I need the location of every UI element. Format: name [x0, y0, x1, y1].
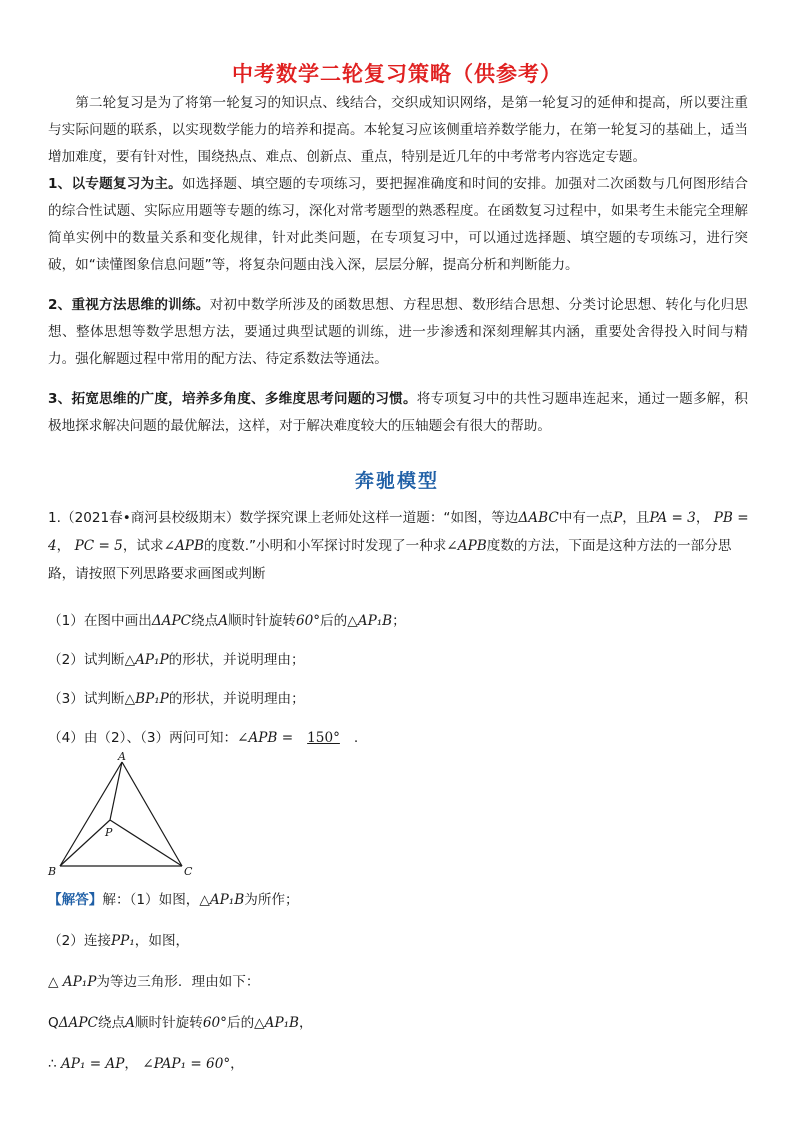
- label-b: B: [48, 865, 57, 878]
- answer-line-3: △ AP₁P为等边三角形．理由如下：: [48, 974, 260, 990]
- point-1: [48, 171, 748, 279]
- point-1-body: 如选择题、填空题的专项练习，要把握准确度和时间的安排。加强对二次函数与几何图形结合的综合性试题、实际应用题等专题的练习，深化对常考题型的熟悉程度。在函数复习过程中，如果考生未能完全理解简单实例中的数量关系和变化规律，针对此类问题，在专项复习中，可以通过选择题、填空题的专项练习，进行突破，如“读懂图象信息问题”等，将复杂问题由浅入深，层层分解，提高分析和判断能力。: [48, 176, 748, 273]
- triangle-figure: [44, 748, 204, 880]
- sub-question-3: （3）试判断△BP₁P的形状，并说明理由；: [48, 691, 305, 707]
- answer-blank: 150°: [307, 730, 340, 746]
- sub-question-4: （4）由（2）、（3）两问可知：∠APB = 150° .: [48, 730, 359, 746]
- sub-question-2: （2）试判断△AP₁P的形状，并说明理由；: [48, 652, 305, 668]
- point-3-body: 将专项复习中的共性习题串连起来，通过一题多解，积极地探求解决问题的最优解法，这样，对于解决难度较大的压轴题会有很大的帮助。: [48, 391, 748, 434]
- answer-line-4: QΔAPC绕点A顺时针旋转60°后的△AP₁B，: [48, 1015, 313, 1031]
- label-a: A: [118, 750, 126, 763]
- answer-line-5: ∴ AP₁ = AP， ∠PAP₁ = 60°，: [48, 1056, 244, 1072]
- answer-line-2: （2）连接PP₁，如图，: [48, 933, 190, 949]
- question-1: 1.（2021春•商河县校级期末）数学探究课上老师处这样一道题：“如图，等边ΔABC中有一点P，且PA = 3， PB = 4， PC = 5，试求∠APB的度数.”小明和小军探讨时发现了一种求∠APB度数的方法，下面是这种方法的一部分思路，请按照下列思路要求画图或判断: [48, 510, 749, 582]
- point-2-body: 对初中数学所涉及的函数思想、方程思想、数形结合思想、分类讨论思想、转化与化归思想、整体思想等数学思想方法，要通过典型试题的训练，进一步渗透和深刻理解其内涵，重要处舍得投入时间与精力。强化解题过程中常用的配方法、待定系数法等通法。: [48, 297, 748, 367]
- intro-paragraph: 第二轮复习是为了将第一轮复习的知识点、线结合，交织成知识网络，是第一轮复习的延伸和提高，所以要注重与实际问题的联系，以实现数学能力的培养和提高。本轮复习应该侧重培养数学能力，在第一轮复习的基础上，适当增加难度，要有针对性，围绕热点、难点、创新点、重点，特别是近几年的中考常考内容选定专题。: [48, 95, 748, 165]
- segment-pa: [110, 762, 122, 820]
- label-c: C: [184, 865, 193, 878]
- answer-line-1: 【解答】解：（1）如图，△AP₁B为所作；: [48, 892, 299, 908]
- page-title: 中考数学二轮复习策略（供参考）: [232, 62, 562, 86]
- answer-tag: 【解答】: [48, 892, 103, 908]
- point-2-head: 2、重视方法思维的训练。: [48, 297, 210, 313]
- section-title: 奔驰模型: [354, 470, 439, 492]
- sub-question-1: （1）在图中画出ΔAPC绕点A顺时针旋转60°后的△AP₁B；: [48, 613, 406, 629]
- point-2: [48, 292, 748, 373]
- edge-ac: [122, 762, 182, 866]
- label-p: P: [105, 826, 113, 839]
- point-3: [48, 386, 748, 440]
- segment-pb: [60, 820, 110, 866]
- point-1-head: 1、以专题复习为主。: [48, 176, 182, 192]
- segment-pc: [110, 820, 182, 866]
- edge-ab: [60, 762, 122, 866]
- point-3-head: 3、拓宽思维的广度，培养多角度、多维度思考问题的习惯。: [48, 391, 417, 407]
